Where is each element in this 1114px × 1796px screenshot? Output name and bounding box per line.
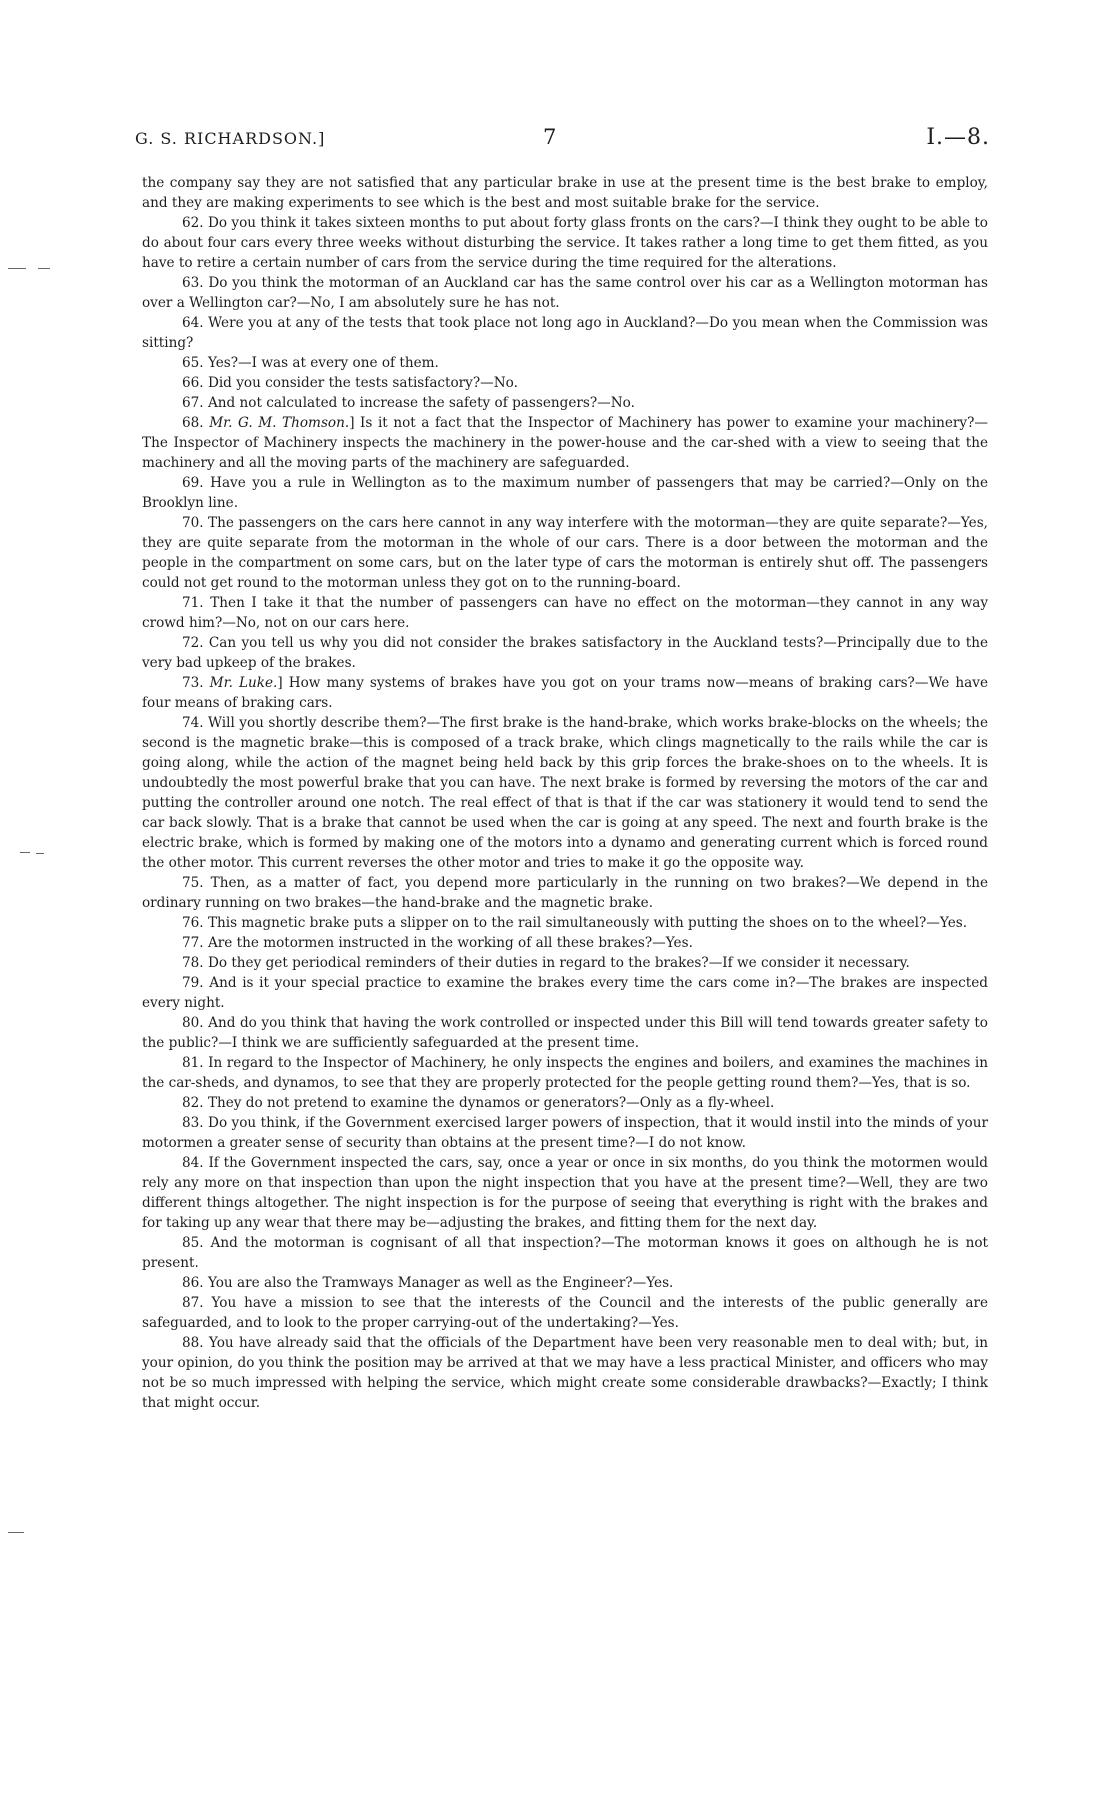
testimony-body xyxy=(142,173,988,1413)
paragraph: 63. Do you think the motorman of an Auckland car has the same control over his car as a Wellington motorman has over a Wellington car?—No, I am absolutely sure he has not. xyxy=(142,275,988,311)
paragraph: 78. Do they get periodical reminders of their duties in regard to the brakes?—If we consider it necessary. xyxy=(182,955,910,971)
paragraph: 68. Mr. G. M. Thomson.] Is it not a fact that the Inspector of Machinery has power to examine your machinery?—The Inspector of Machinery inspects the machinery in the power-house and the car-shed with a view to seeing that the machinery and all the moving parts of the machinery are safeguarded. xyxy=(142,415,988,471)
paragraph: 67. And not calculated to increase the safety of passengers?—No. xyxy=(182,395,635,411)
paragraph: 87. You have a mission to see that the interests of the Council and the interests of the public generally are safeguarded, and to look to the proper carrying-out of the undertaking?—Yes. xyxy=(142,1295,988,1331)
paragraph: 81. In regard to the Inspector of Machinery, he only inspects the engines and boilers, and examines the machines in the car-sheds, and dynamos, to see that they are properly protected for the people getting round them?—Yes, that is so. xyxy=(142,1055,988,1091)
paragraph: 79. And is it your special practice to examine the brakes every time the cars come in?—The brakes are inspected every night. xyxy=(142,975,988,1011)
paragraph: 76. This magnetic brake puts a slipper on to the rail simultaneously with putting the shoes on to the wheel?—Yes. xyxy=(182,915,968,931)
document-reference: I.—8. xyxy=(926,125,990,150)
paragraph: 83. Do you think, if the Government exercised larger powers of inspection, that it would instil into the minds of your motormen a greater sense of security than obtains at the present time?—I do not know. xyxy=(142,1115,988,1151)
paragraph: 72. Can you tell us why you did not consider the brakes satisfactory in the Auckland tests?—Principally due to the very bad upkeep of the brakes. xyxy=(142,635,988,671)
paragraph: 70. The passengers on the cars here cannot in any way interfere with the motorman—they are quite separate?—Yes, they are quite separate from the motorman in the whole of our cars. There is a door between the motorman and the people in the compartment on some cars, but on the later type of cars the motorman is entirely shut off. The passengers could not get round to the motorman unless they got on to the running-board. xyxy=(142,515,988,591)
margin-mark xyxy=(36,853,44,854)
paragraph: the company say they are not satisfied that any particular brake in use at the present time is the best brake to employ, and they are making experiments to see which is the best and most suitable brake for the service. xyxy=(142,175,988,211)
paragraph: 73. Mr. Luke.] How many systems of brakes have you got on your trams now—means of braking cars?—We have four means of braking cars. xyxy=(142,675,988,711)
paragraph: 64. Were you at any of the tests that took place not long ago in Auckland?—Do you mean when the Commission was sitting? xyxy=(142,315,988,351)
paragraph: 62. Do you think it takes sixteen months to put about forty glass fronts on the cars?—I think they ought to be able to do about four cars every three weeks without disturbing the service. It takes rather a long time to get them fitted, as you have to retire a certain number of cars from the service during the time required for the alterations. xyxy=(142,215,988,271)
witness-name: G. S. RICHARDSON.] xyxy=(135,129,326,148)
margin-mark xyxy=(8,1532,24,1533)
margin-mark xyxy=(8,268,26,269)
paragraph: 82. They do not pretend to examine the dynamos or generators?—Only as a fly-wheel. xyxy=(182,1095,775,1111)
page-header xyxy=(135,125,990,155)
paragraph: 85. And the motorman is cognisant of all that inspection?—The motorman knows it goes on although he is not present. xyxy=(142,1235,988,1271)
margin-mark xyxy=(20,852,30,853)
page-number: 7 xyxy=(543,125,557,149)
margin-mark xyxy=(38,268,50,269)
paragraph: 69. Have you a rule in Wellington as to the maximum number of passengers that may be carried?—Only on the Brooklyn line. xyxy=(142,475,988,511)
paragraph: 66. Did you consider the tests satisfactory?—No. xyxy=(182,375,518,391)
paragraph: 71. Then I take it that the number of passengers can have no effect on the motorman—they cannot in any way crowd him?—No, not on our cars here. xyxy=(142,595,988,631)
paragraph: 84. If the Government inspected the cars, say, once a year or once in six months, do you think the motormen would rely any more on that inspection than upon the night inspection that you have at the present time?—Well, they are two different things altogether. The night inspection is for the purpose of seeing that everything is right with the brakes and for taking up any wear that there may be—adjusting the brakes, and fitting them for the next day. xyxy=(142,1155,988,1231)
paragraph: 74. Will you shortly describe them?—The first brake is the hand-brake, which works brake-blocks on the wheels; the second is the magnetic brake—this is composed of a track brake, which clings magnetically to the rails while the car is going along, while the action of the magnet being held back by this grip forces the brake-shoes on to the wheels. It is undoubtedly the most powerful brake that you can have. The next brake is formed by reversing the motors of the car and putting the controller around one notch. The real effect of that is that if the car was stationery it would tend to send the car back slowly. That is a brake that cannot be used when the car is going at any speed. The next and fourth brake is the electric brake, which is formed by making one of the motors into a dynamo and generating current which is forced round the other motor. This current reverses the other motor and tries to make it go the opposite way. xyxy=(142,715,988,871)
paragraph: 88. You have already said that the officials of the Department have been very reasonable men to deal with; but, in your opinion, do you think the position may be arrived at that we may have a less practical Minister, and officers who may not be so much impressed with helping the service, which might create some considerable drawbacks?—Exactly; I think that might occur. xyxy=(142,1335,988,1411)
paragraph: 75. Then, as a matter of fact, you depend more particularly in the running on two brakes?—We depend in the ordinary running on two brakes—the hand-brake and the magnetic brake. xyxy=(142,875,988,911)
paragraph: 80. And do you think that having the work controlled or inspected under this Bill will tend towards greater safety to the public?—I think we are sufficiently safeguarded at the present time. xyxy=(142,1015,988,1051)
paragraph: 77. Are the motormen instructed in the working of all these brakes?—Yes. xyxy=(182,935,693,951)
paragraph: 65. Yes?—I was at every one of them. xyxy=(182,355,439,371)
paragraph: 86. You are also the Tramways Manager as well as the Engineer?—Yes. xyxy=(182,1275,674,1291)
